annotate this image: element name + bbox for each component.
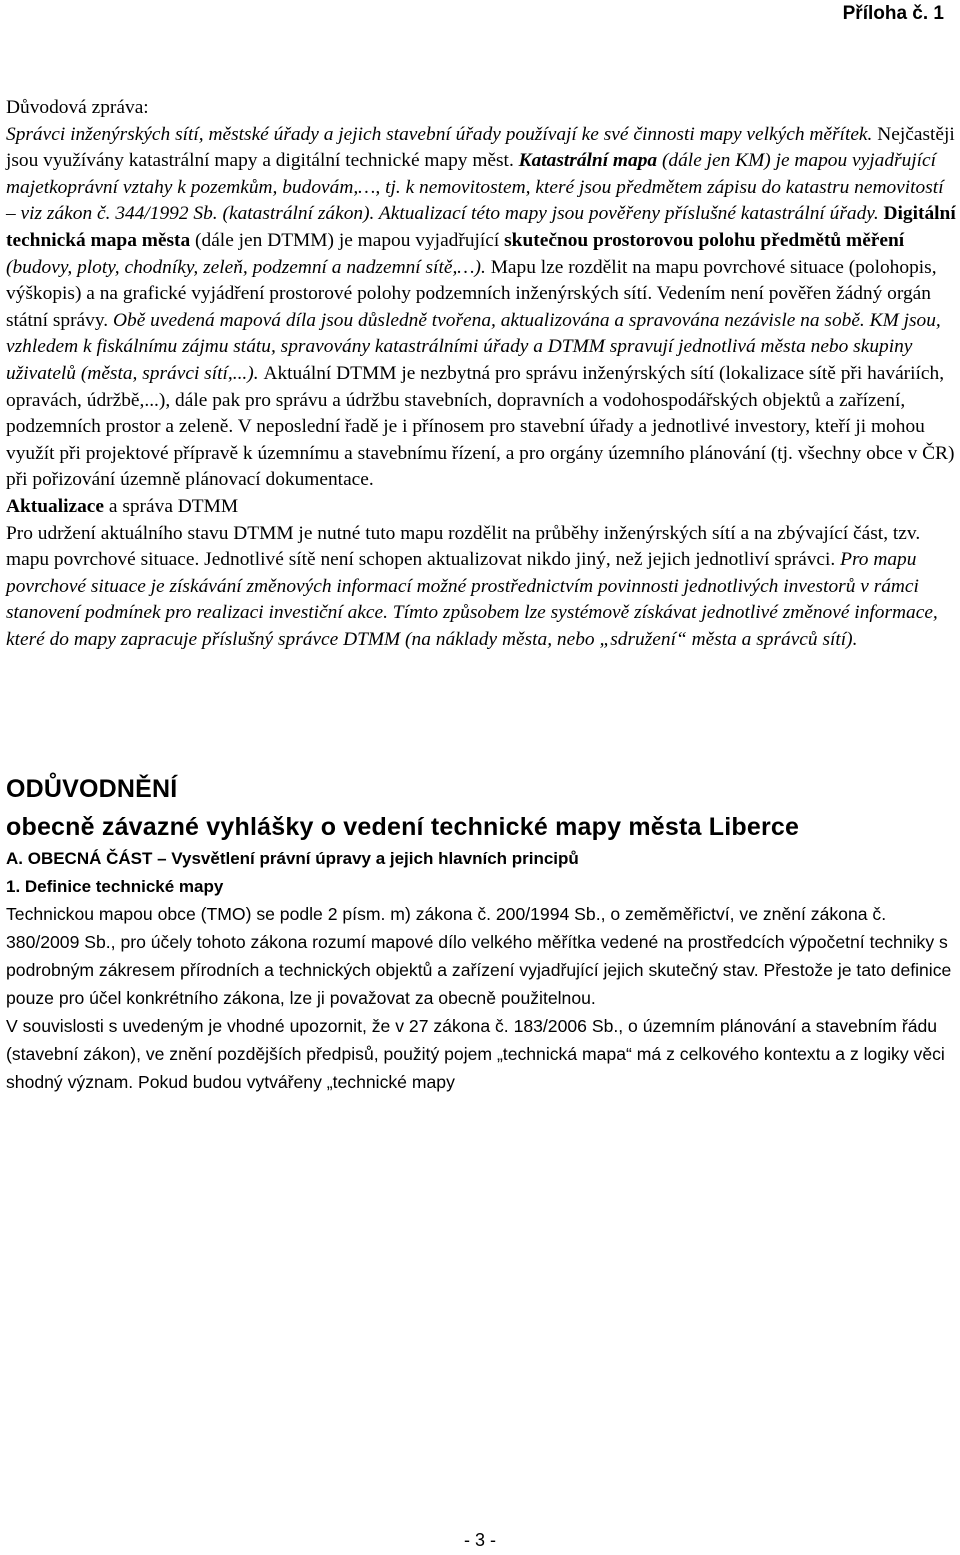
text-span: a správa DTMM [104, 495, 239, 517]
context-paragraph: V souvislosti s uvedeným je vhodné upozornit, že v 27 zákona č. 183/2006 Sb., o územním plánování a stavebním řádu (stavební zákon), ve znění pozdějších předpisů, použitý pojem „technická mapa“ má z celkového kontextu a z logiky věci shodný význam. Pokud budou vytvářeny „technické mapy [6, 1016, 945, 1092]
text-span: Správci inženýrských sítí, městské úřady a jejich stavební úřady používají ke své činnosti mapy velkých měřítek. [6, 123, 878, 145]
text-span: Aktuální DTMM je nezbytná pro správu inženýrských sítí (lokalizace sítě při haváriích, opravách, údržbě,...), dále pak pro správu a údržbu stavebních, dopravních a vodohospodářských objektů a zařízení, podzemních prostor a zeleně. V neposlední řadě je i přínosem pro stavební úřady a jednotlivé investory, kteří ji mohou využít při projektové přípravě k územnímu a stavebnímu řízení, a pro orgány územního plánování (tj. všechny obce v ČR) při pořizování územně plánovací dokumentace. [6, 362, 955, 491]
text-span: Aktualizace [6, 495, 105, 517]
section-a-heading: A. OBECNÁ ČÁST – Vysvětlení právní úpravy a jejich hlavních principů [6, 849, 579, 868]
text-span: KM jsou, vzhledem k fiskálnímu zájmu státu, spravovány katastrálními úřady a DTMM spravují jednotlivá města nebo skupiny uživatelů (města, správci sítí,...). [6, 309, 941, 384]
text-span: skutečnou prostorovou polohu předmětů měření [504, 229, 905, 251]
text-span: (dále jen DTMM) je mapou vyjadřující [190, 229, 505, 251]
regulation-title: obecně závazné vyhlášky o vedení technické mapy města Liberce [6, 813, 800, 841]
text-span: Pro mapu povrchové situace je získávání změnových informací možné prostřednictvím povinnosti jednotlivých investorů v rámci stanovení podmínek pro realizaci investiční akce. Tímto způsobem lze systémově získávat jednotlivé změnové informace, které do mapy zapracuje příslušný správce DTMM (na náklady města, nebo „sdružení“ města a správců sítí). [6, 549, 938, 650]
report-heading: Důvodová zpráva: [6, 97, 149, 118]
attachment-label: Příloha č. 1 [842, 3, 944, 24]
report-paragraph-1 [6, 122, 956, 494]
text-span: Digitální technická mapa města [6, 203, 956, 251]
report-paragraph-3 [6, 521, 956, 654]
section-1-heading: 1. Definice technické mapy [6, 877, 224, 896]
text-span: Mapu lze rozdělit na mapu povrchové situace (polohopis, výškopis) a na grafické vyjádření prostorové polohy podzemních inženýrských sítí. Vedením není pověřen žádný orgán státní správy. [6, 256, 937, 331]
definition-paragraph: Technickou mapou obce (TMO) se podle 2 písm. m) zákona č. 200/1994 Sb., o zeměměřictví, ve znění zákona č. 380/2009 Sb., pro účely tohoto zákona rozumí mapové dílo velkého měřítka vedené na prostředcích výpočetní techniky s podrobným zákresem přírodních a technických objektů a zařízení vyjadřující jejich skutečný stav. Přestože je tato definice pouze pro účel konkrétního zákona, lze ji považovat za obecně použitelnou. [6, 904, 952, 1008]
text-span: (budovy, ploty, chodníky, zeleň, podzemní a nadzemní sítě,…). [6, 256, 491, 278]
text-span: (dále jen KM) je mapou vyjadřující majetkoprávní vztahy k pozemkům, budovám,…, tj. k nemovitostem, které jsou předmětem zápisu do katastru nemovitostí – viz zákon č. 344/1992 Sb. (katastrální zákon). Aktualizací této mapy jsou pověřeny příslušné katastrální úřady. [6, 150, 944, 225]
text-span: Nejčastěji jsou využívány katastrální mapy a digitální technické mapy měst. [6, 123, 955, 172]
report-paragraph-2 [6, 494, 956, 521]
justification-title: ODŮVODNĚNÍ [6, 775, 178, 803]
text-span: Pro udržení aktuálního stavu DTMM je nutné tuto mapu rozdělit na průběhy inženýrských sítí a na zbývající část, tzv. mapu povrchové situace. Jednotlivé sítě není schopen aktualizovat nikdo jiný, než jejich jednotliví správci. [6, 522, 921, 571]
text-span: Katastrální mapa [518, 150, 658, 172]
justification-section [6, 772, 956, 1096]
text-span: Obě uvedená mapová díla jsou důsledně tvořena, aktualizována a spravována nezávisle na sobě. [113, 309, 870, 331]
explanatory-report [6, 95, 956, 653]
page-number: - 3 - [463, 1530, 496, 1550]
